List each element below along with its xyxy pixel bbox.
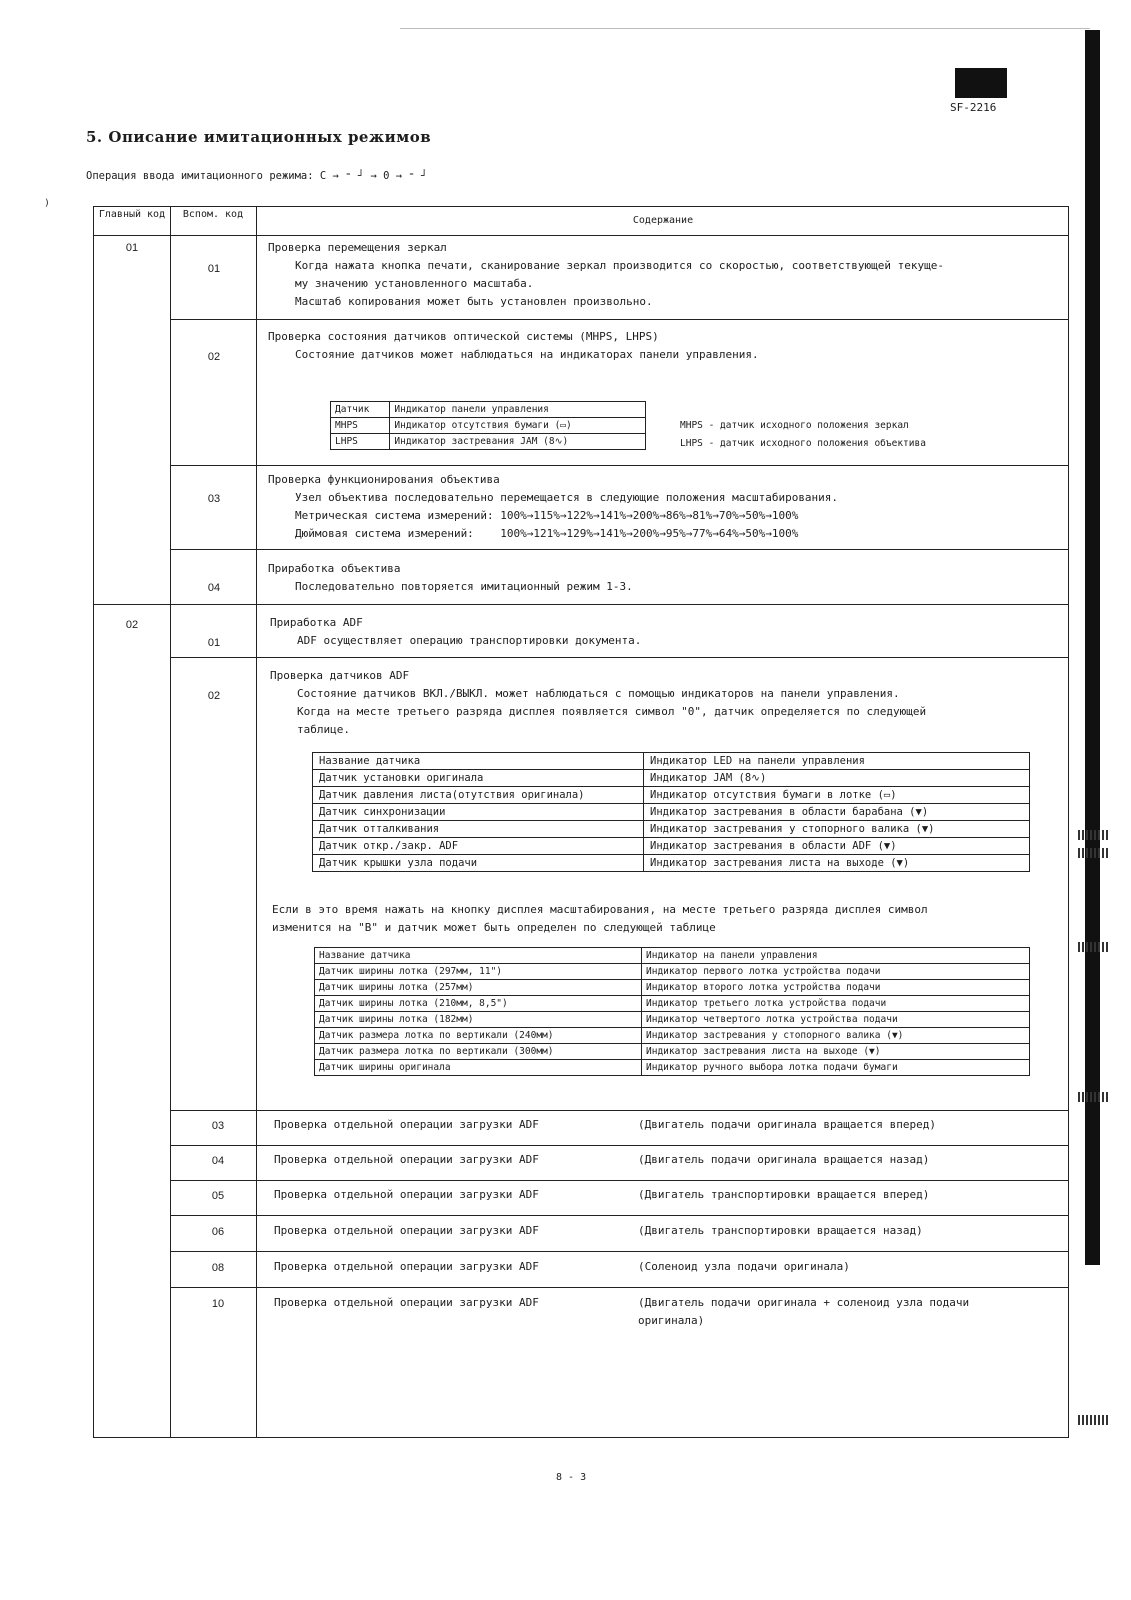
sub-code: 04 bbox=[207, 582, 221, 594]
note-mhps: MHPS - датчик исходного положения зеркал bbox=[680, 420, 909, 431]
entry-heading: Проверка функционирования объектива bbox=[268, 473, 500, 486]
entry-text: (Двигатель транспортировки вращается назад) bbox=[638, 1224, 923, 1237]
table-cell: MHPS bbox=[331, 418, 390, 434]
table-cell: Индикатор панели управления bbox=[390, 402, 646, 418]
scan-edge-bar bbox=[1085, 30, 1100, 1265]
table-cell: Индикатор застревания листа на выходе (▼) bbox=[644, 855, 1030, 872]
entry-heading: Проверка отдельной операции загрузки ADF bbox=[274, 1296, 539, 1309]
document-code: SF-2216 bbox=[950, 101, 997, 114]
scan-mark bbox=[1078, 1092, 1108, 1102]
table-cell: Индикатор четвертого лотка устройства подачи bbox=[642, 1012, 1030, 1028]
table-cell: LHPS bbox=[331, 434, 390, 450]
adf-tray-sensor-table bbox=[314, 947, 1030, 1076]
table-cell: Индикатор застревания в области ADF (▼) bbox=[644, 838, 1030, 855]
table-cell: Индикатор застревания JAM (8∿) bbox=[390, 434, 646, 450]
entry-heading: Проверка отдельной операции загрузки ADF bbox=[274, 1188, 539, 1201]
table-cell: Датчик ширины лотка (182мм) bbox=[315, 1012, 642, 1028]
main-code: 01 bbox=[125, 242, 139, 254]
table-cell: Индикатор застревания в области барабана (▼) bbox=[644, 804, 1030, 821]
table-cell: Индикатор застревания у стопорного валика (▼) bbox=[642, 1028, 1030, 1044]
scan-top-line bbox=[400, 28, 1090, 29]
entry-text: ADF осуществляет операцию транспортировки документа. bbox=[297, 634, 642, 647]
entry-text: Дюймовая система измерений: 100%→121%→129%→141%→200%→95%→77%→64%→50%→100% bbox=[295, 527, 799, 540]
sub-code: 04 bbox=[211, 1155, 225, 1167]
scan-mark bbox=[1078, 1415, 1108, 1425]
entry-heading: Проверка отдельной операции загрузки ADF bbox=[274, 1153, 539, 1166]
entry-heading: Проверка состояния датчиков оптической системы (MHPS, LHPS) bbox=[268, 330, 659, 343]
table-cell: Датчик откр./закр. ADF bbox=[313, 838, 644, 855]
adf-note-line: изменится на "В" и датчик может быть определен по следующей таблице bbox=[272, 921, 716, 934]
table-cell: Индикатор на панели управления bbox=[642, 948, 1030, 964]
scan-mark bbox=[1078, 942, 1108, 952]
entry-heading: Проверка отдельной операции загрузки ADF bbox=[274, 1118, 539, 1131]
table-cell: Датчик установки оригинала bbox=[313, 770, 644, 787]
adf-sensor-table bbox=[312, 752, 1030, 872]
entry-heading: Проверка отдельной операции загрузки ADF bbox=[274, 1260, 539, 1273]
page-title: 5. Описание имитационных режимов bbox=[86, 128, 432, 146]
note-lhps: LHPS - датчик исходного положения объектива bbox=[680, 438, 926, 449]
table-cell: Датчик ширины лотка (297мм, 11") bbox=[315, 964, 642, 980]
entry-text: му значению установленного масштаба. bbox=[295, 277, 534, 290]
scan-mark bbox=[1078, 830, 1108, 840]
header-sub-code: Вспом. код bbox=[182, 209, 244, 220]
entry-text: таблице. bbox=[297, 723, 350, 736]
entry-text: (Двигатель транспортировки вращается вперед) bbox=[638, 1188, 930, 1201]
table-cell: Название датчика bbox=[315, 948, 642, 964]
entry-text: оригинала) bbox=[638, 1314, 705, 1327]
table-cell: Датчик bbox=[331, 402, 390, 418]
table-cell: Индикатор отсутствия бумаги в лотке (▭) bbox=[644, 787, 1030, 804]
table-cell: Датчик синхронизации bbox=[313, 804, 644, 821]
table-cell: Индикатор второго лотка устройства подачи bbox=[642, 980, 1030, 996]
main-code: 02 bbox=[125, 619, 139, 631]
entry-heading: Приработка ADF bbox=[270, 616, 363, 629]
sub-code: 03 bbox=[207, 493, 221, 505]
entry-text: Когда нажата кнопка печати, сканирование зеркал производится со скоростью, соответствующей текуще- bbox=[295, 259, 945, 272]
sub-code: 06 bbox=[211, 1226, 225, 1238]
sub-code: 08 bbox=[211, 1262, 225, 1274]
sub-code: 01 bbox=[207, 637, 221, 649]
entry-text: Когда на месте третьего разряда дисплея появляется символ "0", датчик определяется по следующей bbox=[297, 705, 927, 718]
adf-note-line: Если в это время нажать на кнопку дисплея масштабирования, на месте третьего разряда дисплея символ bbox=[272, 903, 928, 916]
table-cell: Индикатор третьего лотка устройства подачи bbox=[642, 996, 1030, 1012]
entry-text: Последовательно повторяется имитационный режим 1-3. bbox=[295, 580, 633, 593]
entry-text: (Двигатель подачи оригинала + соленоид узла подачи bbox=[638, 1296, 970, 1309]
logo-block bbox=[955, 68, 1007, 98]
sub-code: 02 bbox=[207, 690, 221, 702]
simulation-table bbox=[93, 206, 1069, 1438]
header-main-code: Главный код bbox=[98, 209, 166, 220]
table-cell: Датчик ширины лотка (210мм, 8,5") bbox=[315, 996, 642, 1012]
sub-code: 02 bbox=[207, 351, 221, 363]
entry-text: (Двигатель подачи оригинала вращается назад) bbox=[638, 1153, 930, 1166]
entry-text: Масштаб копирования может быть установлен произвольно. bbox=[295, 295, 653, 308]
table-cell: Индикатор отсутствия бумаги (▭) bbox=[390, 418, 646, 434]
entry-heading: Приработка объектива bbox=[268, 562, 401, 575]
table-cell: Датчик ширины лотка (257мм) bbox=[315, 980, 642, 996]
table-cell: Датчик отталкивания bbox=[313, 821, 644, 838]
entry-text: Узел объектива последовательно перемещается в следующие положения масштабирования. bbox=[295, 491, 839, 504]
entry-text: (Соленоид узла подачи оригинала) bbox=[638, 1260, 850, 1273]
table-cell: Индикатор ручного выбора лотка подачи бумаги bbox=[642, 1060, 1030, 1076]
table-cell: Индикатор первого лотка устройства подачи bbox=[642, 964, 1030, 980]
binding-mark-icon: ⁾ bbox=[42, 196, 52, 215]
entry-heading: Проверка отдельной операции загрузки ADF bbox=[274, 1224, 539, 1237]
table-cell: Индикатор LED на панели управления bbox=[644, 753, 1030, 770]
sub-code: 01 bbox=[207, 263, 221, 275]
table-cell: Индикатор JAM (8∿) bbox=[644, 770, 1030, 787]
entry-text: Состояние датчиков ВКЛ./ВЫКЛ. может наблюдаться с помощью индикаторов на панели управления. bbox=[297, 687, 900, 700]
table-cell: Датчик размера лотка по вертикали (240мм) bbox=[315, 1028, 642, 1044]
table-cell: Датчик крышки узла подачи bbox=[313, 855, 644, 872]
entry-text: Метрическая система измерений: 100%→115%→122%→141%→200%→86%→81%→70%→50%→100% bbox=[295, 509, 799, 522]
entry-heading: Проверка датчиков ADF bbox=[270, 669, 410, 682]
entry-procedure: Операция ввода имитационного режима: C → ⁼ ┘ → 0 → ⁼ ┘ bbox=[86, 170, 428, 182]
entry-heading: Проверка перемещения зеркал bbox=[268, 241, 447, 254]
table-cell: Датчик ширины оригинала bbox=[315, 1060, 642, 1076]
sub-code: 10 bbox=[211, 1298, 225, 1310]
table-cell: Индикатор застревания у стопорного валика (▼) bbox=[644, 821, 1030, 838]
scan-mark bbox=[1078, 848, 1108, 858]
table-cell: Датчик размера лотка по вертикали (300мм) bbox=[315, 1044, 642, 1060]
page-number: 8 - 3 bbox=[556, 1472, 587, 1483]
entry-text: Состояние датчиков может наблюдаться на индикаторах панели управления. bbox=[295, 348, 759, 361]
optical-sensor-table bbox=[330, 401, 646, 450]
table-cell: Название датчика bbox=[313, 753, 644, 770]
entry-text: (Двигатель подачи оригинала вращается вперед) bbox=[638, 1118, 937, 1131]
sub-code: 05 bbox=[211, 1190, 225, 1202]
table-cell: Датчик давления листа(отутствия оригинала) bbox=[313, 787, 644, 804]
table-cell: Индикатор застревания листа на выходе (▼) bbox=[642, 1044, 1030, 1060]
header-content: Содержание bbox=[632, 215, 694, 226]
sub-code: 03 bbox=[211, 1120, 225, 1132]
